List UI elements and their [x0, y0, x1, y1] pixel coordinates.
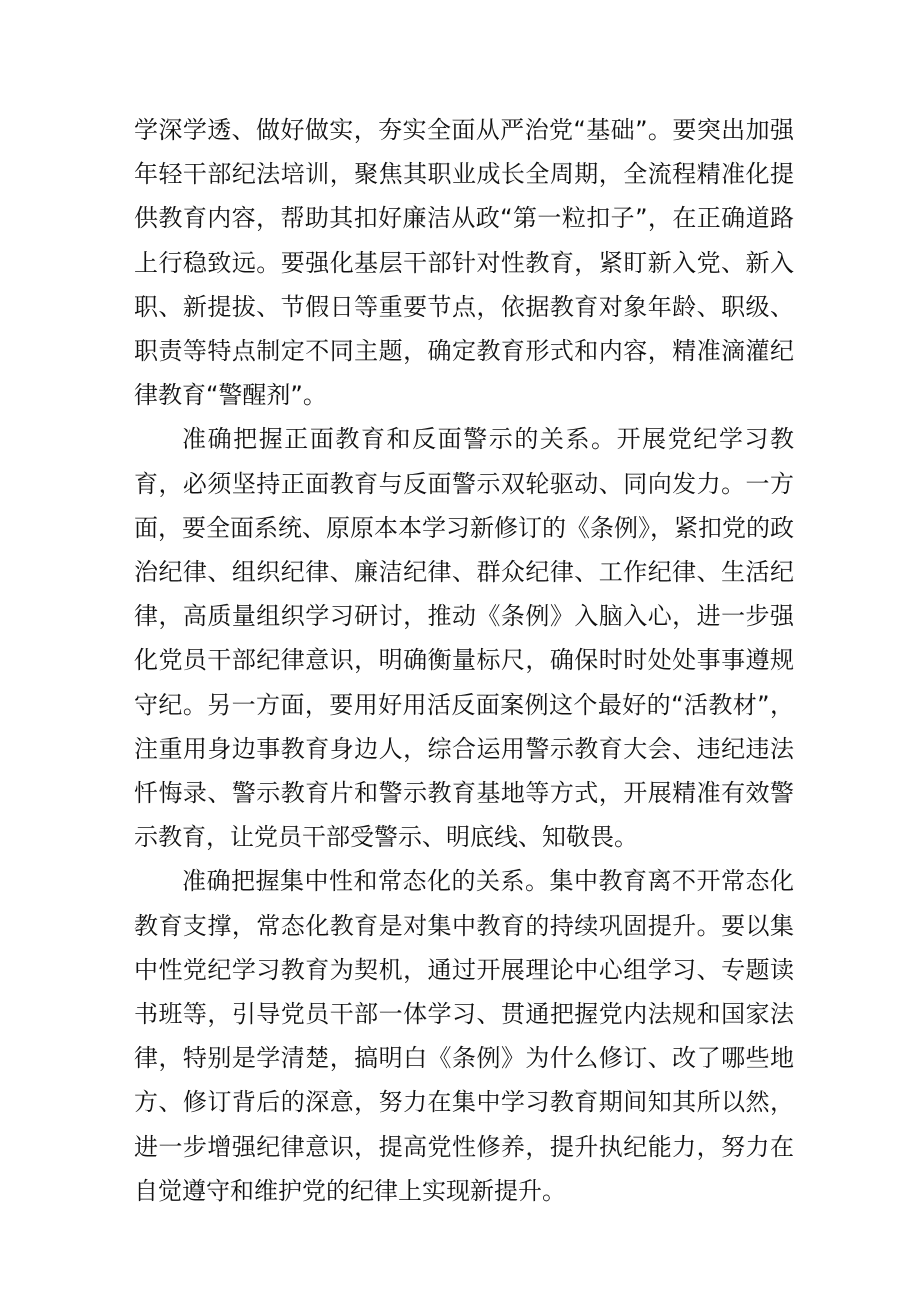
paragraph-centralized-regular-education: 准确把握集中性和常态化的关系。集中教育离不开常态化教育支撑，常态化教育是对集中教育的持续巩固提升。要以集中性党纪学习教育为契机，通过开展理论中心组学习、专题读书班等，引导党员干部一体学习、贯通把握党内法规和国家法律，特别是学清楚，搞明白《条例》为什么修订、改了哪些地方、修订背后的深意，努力在集中学习教育期间知其所以然，进一步增强纪律意识，提高党性修养，提升执纪能力，努力在自觉遵守和维护党的纪律上实现新提升。 — [134, 867, 794, 1205]
document-body — [134, 108, 794, 1213]
paragraph-continued: 学深学透、做好做实，夯实全面从严治党“基础”。要突出加强年轻干部纪法培训，聚焦其职业成长全周期，全流程精准化提供教育内容，帮助其扣好廉洁从政“第一粒扣子”，在正确道路上行稳致远。要强化基层干部针对性教育，紧盯新入党、新入职、新提拔、节假日等重要节点，依据教育对象年龄、职级、职责等特点制定不同主题，确定教育形式和内容，精准滴灌纪律教育“警醒剂”。 — [134, 116, 794, 410]
paragraph-positive-negative-education: 准确把握正面教育和反面警示的关系。开展党纪学习教育，必须坚持正面教育与反面警示双轮驱动、同向发力。一方面，要全面系统、原原本本学习新修订的《条例》，紧扣党的政治纪律、组织纪律、廉洁纪律、群众纪律、工作纪律、生活纪律，高质量组织学习研讨，推动《条例》入脑入心，进一步强化党员干部纪律意识，明确衡量标尺，确保时时处处事事遵规守纪。另一方面，要用好用活反面案例这个最好的“活教材”，注重用身边事教育身边人，综合运用警示教育大会、违纪违法忏悔录、警示教育片和警示教育基地等方式，开展精准有效警示教育，让党员干部受警示、明底线、知敬畏。 — [134, 425, 794, 852]
